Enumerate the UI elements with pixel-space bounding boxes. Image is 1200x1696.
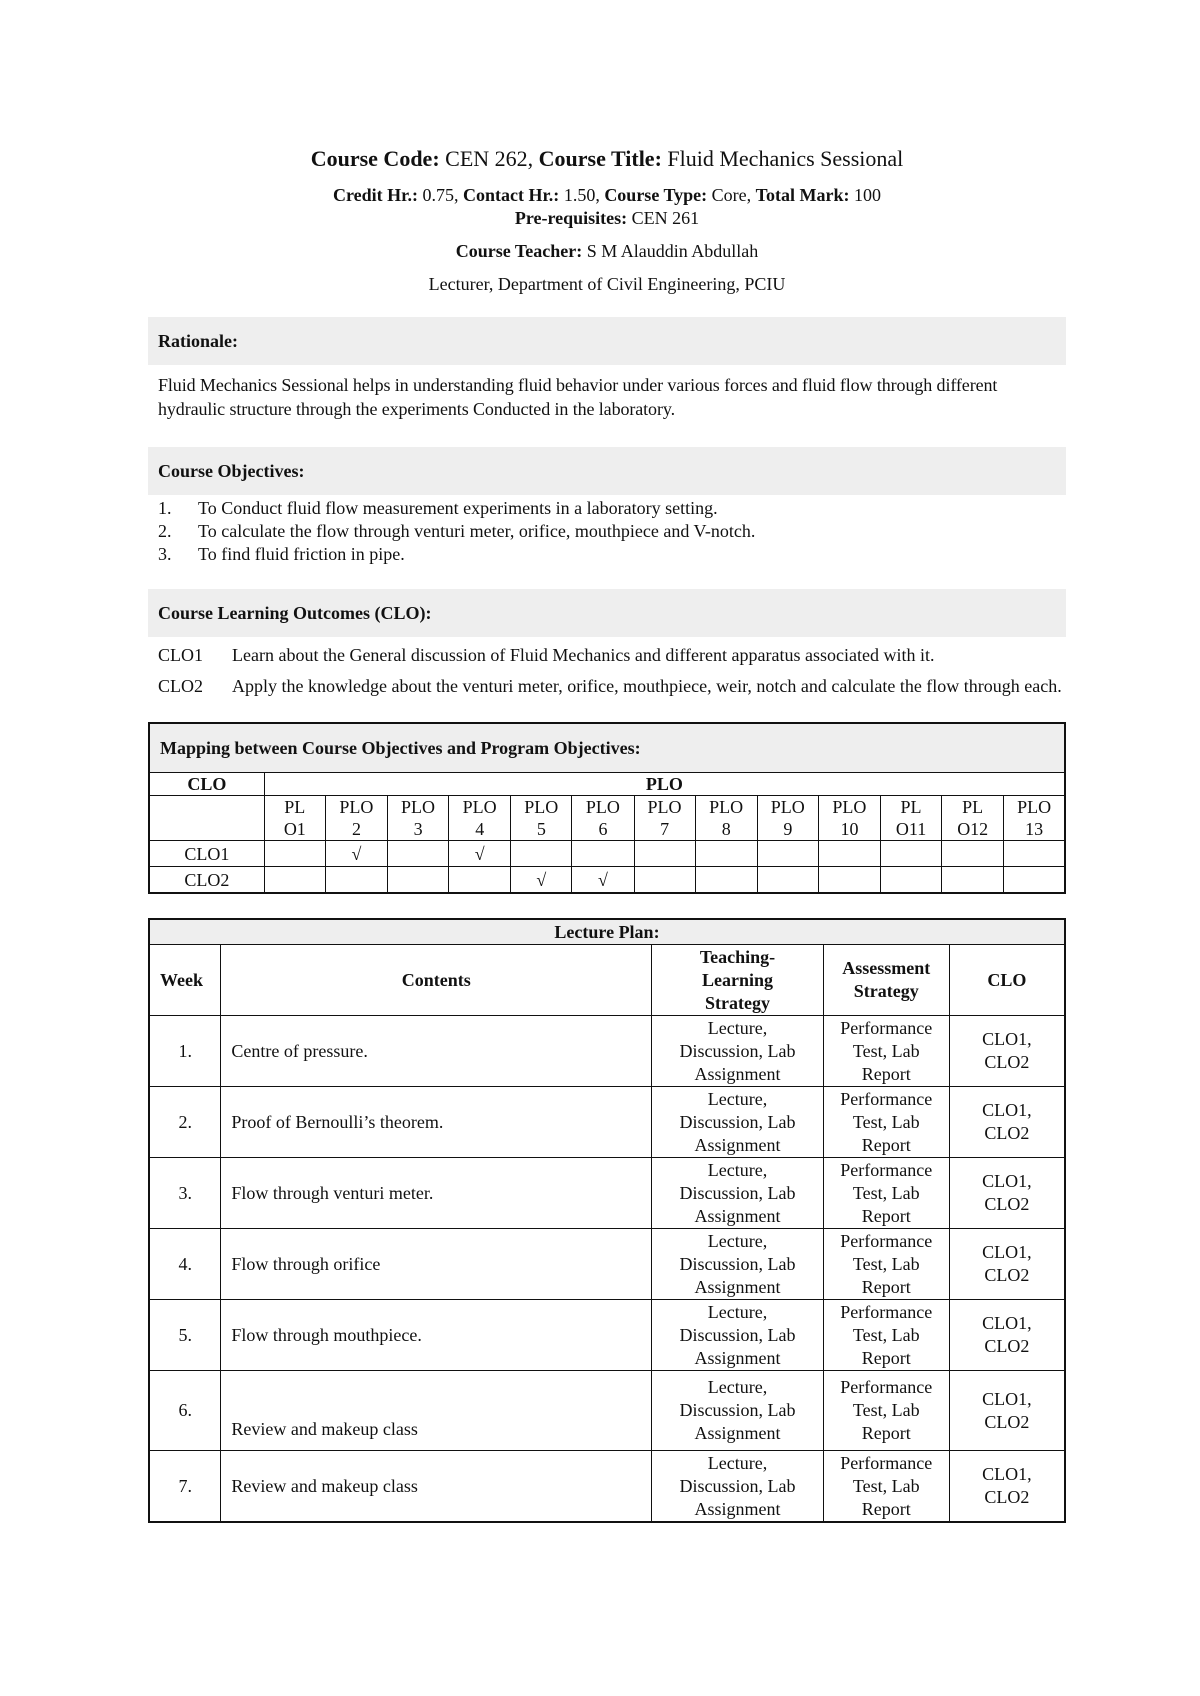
as-cell: Performance Test, Lab Report <box>823 1158 949 1229</box>
clo-cell: CLO1, CLO2 <box>949 1300 1065 1371</box>
mapping-cell <box>757 867 818 894</box>
mapping-cell <box>634 841 695 867</box>
tls-cell: Lecture, Discussion, Lab Assignment <box>652 1016 824 1087</box>
mapping-cell <box>1004 867 1065 894</box>
mapping-cell <box>325 867 387 894</box>
clo-cell: CLO1, CLO2 <box>949 1451 1065 1523</box>
mapping-cell <box>264 867 325 894</box>
plo-column-header: PL O12 <box>942 796 1004 841</box>
week-cell: 3. <box>149 1158 221 1229</box>
mapping-cell <box>695 841 757 867</box>
teacher-designation: Lecturer, Department of Civil Engineering, PCIU <box>428 274 786 294</box>
plo-column-header: PLO 4 <box>449 796 511 841</box>
mapping-cell <box>634 867 695 894</box>
as-cell: Performance Test, Lab Report <box>823 1087 949 1158</box>
tls-cell: Lecture, Discussion, Lab Assignment <box>652 1300 824 1371</box>
course-title: Fluid Mechanics Sessional <box>667 146 904 171</box>
table-row: CLO2 √ √ <box>149 867 1065 894</box>
table-row <box>149 1087 1065 1158</box>
mapping-cell <box>388 867 449 894</box>
contact-value: 1.50, <box>563 185 600 205</box>
table-row <box>149 1158 1065 1229</box>
mapping-cell: √ <box>572 867 634 894</box>
mapping-cell <box>511 841 572 867</box>
teacher-label: Course Teacher: <box>455 241 583 261</box>
content-cell: Review and makeup class <box>221 1451 652 1523</box>
plo-column-header: PLO 13 <box>1004 796 1065 841</box>
week-cell: 5. <box>149 1300 221 1371</box>
plo-column-header: PLO 3 <box>388 796 449 841</box>
tls-cell: Lecture, Discussion, Lab Assignment <box>652 1158 824 1229</box>
prereq-value: CEN 261 <box>631 208 700 228</box>
mapping-cell <box>881 841 942 867</box>
plo-column-header: PLO 8 <box>695 796 757 841</box>
as-cell: Performance Test, Lab Report <box>823 1300 949 1371</box>
rationale-text: Fluid Mechanics Sessional helps in understanding fluid behavior under various forces and fluid flow through different hydraulic structure through the experiments Conducted in the laboratory. <box>158 375 998 419</box>
plo-column-header: PLO 7 <box>634 796 695 841</box>
mapping-cell <box>757 841 818 867</box>
total-value: 100 <box>854 185 881 205</box>
course-header <box>148 146 1066 296</box>
mapping-cell <box>264 841 325 867</box>
content-cell: Flow through venturi meter. <box>221 1158 652 1229</box>
week-cell: 6. <box>149 1371 221 1451</box>
mapping-cell <box>942 867 1004 894</box>
credit-value: 0.75, <box>422 185 459 205</box>
lecture-plan-table <box>148 918 1066 1523</box>
mapping-plo-header: PLO <box>264 773 1065 796</box>
table-row <box>149 1371 1065 1451</box>
plo-column-header: PL O1 <box>264 796 325 841</box>
content-cell: Flow through mouthpiece. <box>221 1300 652 1371</box>
plo-column-header: PL O11 <box>881 796 942 841</box>
content-cell: Flow through orifice <box>221 1229 652 1300</box>
table-row: CLO1 √ √ <box>149 841 1065 867</box>
mapping-cell <box>942 841 1004 867</box>
tls-cell: Lecture, Discussion, Lab Assignment <box>652 1451 824 1523</box>
document-content <box>148 146 1066 1523</box>
plo-column-header: PLO 5 <box>511 796 572 841</box>
course-title-line <box>148 146 1066 172</box>
contact-label: Contact Hr.: <box>462 185 560 205</box>
objectives-list <box>148 497 1066 566</box>
plo-column-header: PLO 2 <box>325 796 387 841</box>
mapping-title: Mapping between Course Objectives and Program Objectives: <box>149 723 1065 773</box>
clo-cell: CLO1, CLO2 <box>949 1158 1065 1229</box>
teacher-line <box>148 240 1066 263</box>
lecture-plan-header-row: Week Contents Teaching- Learning Strategy Assessment Strategy CLO <box>149 945 1065 1016</box>
teacher-name: S M Alauddin Abdullah <box>586 241 759 261</box>
clo-cell: CLO1, CLO2 <box>949 1016 1065 1087</box>
type-label: Course Type: <box>604 185 708 205</box>
table-row <box>149 1016 1065 1087</box>
content-cell: Review and makeup class <box>221 1371 652 1451</box>
mapping-cell <box>818 841 880 867</box>
lecture-plan-title: Lecture Plan: <box>149 919 1065 945</box>
list-item: CLO1 Learn about the General discussion of Fluid Mechanics and different apparatus associated with it. <box>158 645 935 665</box>
as-cell: Performance Test, Lab Report <box>823 1371 949 1451</box>
mapping-cell <box>1004 841 1065 867</box>
objectives-heading: Course Objectives: <box>148 447 1066 495</box>
as-cell: Performance Test, Lab Report <box>823 1451 949 1523</box>
week-cell: 4. <box>149 1229 221 1300</box>
plo-column-header: PLO 9 <box>757 796 818 841</box>
credit-label: Credit Hr.: <box>332 185 418 205</box>
as-cell: Performance Test, Lab Report <box>823 1229 949 1300</box>
list-item: 1. To Conduct fluid flow measurement experiments in a laboratory setting. <box>158 498 718 518</box>
clo-cell: CLO1, CLO2 <box>949 1371 1065 1451</box>
prereq-line <box>148 207 1066 230</box>
mapping-cell: √ <box>511 867 572 894</box>
course-code-label: Course Code: <box>310 146 440 171</box>
mapping-clo-header: CLO <box>149 773 264 796</box>
prereq-label: Pre-requisites: <box>514 208 628 228</box>
mapping-cell <box>695 867 757 894</box>
week-cell: 2. <box>149 1087 221 1158</box>
total-label: Total Mark: <box>755 185 850 205</box>
mapping-cell: √ <box>449 841 511 867</box>
week-cell: 7. <box>149 1451 221 1523</box>
week-cell: 1. <box>149 1016 221 1087</box>
plo-column-header: PLO 10 <box>818 796 880 841</box>
rationale-heading: Rationale: <box>148 317 1066 365</box>
table-row <box>149 1451 1065 1523</box>
mapping-cell <box>449 867 511 894</box>
list-item: 2. To calculate the flow through venturi meter, orifice, mouthpiece and V-notch. <box>158 521 756 541</box>
course-meta-line <box>148 184 1066 207</box>
mapping-cell <box>572 841 634 867</box>
course-title-label: Course Title: <box>538 146 662 171</box>
content-cell: Proof of Bernoulli’s theorem. <box>221 1087 652 1158</box>
as-cell: Performance Test, Lab Report <box>823 1016 949 1087</box>
tls-cell: Lecture, Discussion, Lab Assignment <box>652 1371 824 1451</box>
plo-column-header: PLO 6 <box>572 796 634 841</box>
clo-cell: CLO1, CLO2 <box>949 1229 1065 1300</box>
tls-cell: Lecture, Discussion, Lab Assignment <box>652 1229 824 1300</box>
list-item: 3. To find fluid friction in pipe. <box>158 544 405 564</box>
clo-heading: Course Learning Outcomes (CLO): <box>148 589 1066 637</box>
plo-columns-row <box>149 796 1065 841</box>
mapping-cell: √ <box>325 841 387 867</box>
clo-plo-mapping-table <box>148 722 1066 894</box>
course-code: CEN 262, <box>445 146 534 171</box>
mapping-cell <box>818 867 880 894</box>
clo-list <box>148 643 1066 699</box>
mapping-cell <box>388 841 449 867</box>
mapping-cell <box>881 867 942 894</box>
tls-cell: Lecture, Discussion, Lab Assignment <box>652 1087 824 1158</box>
table-row <box>149 1300 1065 1371</box>
table-row <box>149 1229 1065 1300</box>
content-cell: Centre of pressure. <box>221 1016 652 1087</box>
clo-cell: CLO1, CLO2 <box>949 1087 1065 1158</box>
type-value: Core, <box>711 185 752 205</box>
list-item: CLO2 Apply the knowledge about the venturi meter, orifice, mouthpiece, weir, notch and calculate the flow through each. <box>158 676 1062 696</box>
